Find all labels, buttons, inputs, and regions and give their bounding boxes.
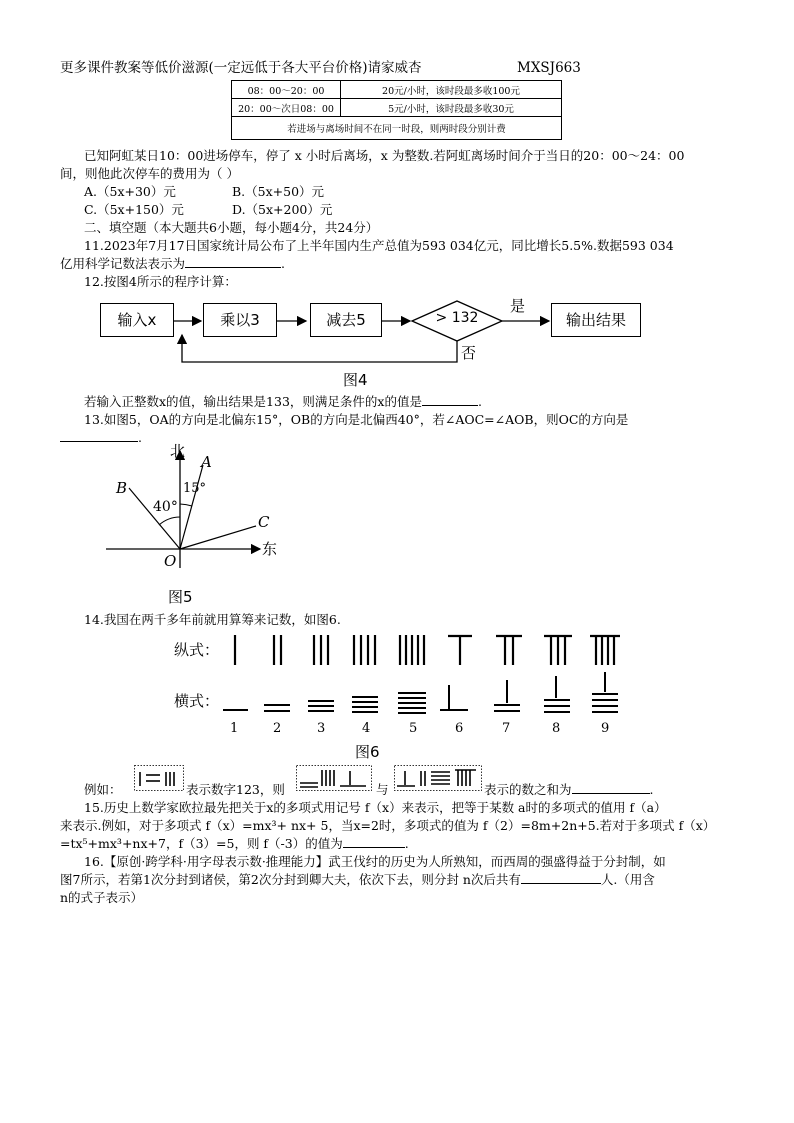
digit-label: 8: [552, 721, 561, 736]
q10-option-a: A.（5x+30）元: [84, 184, 176, 199]
digit-label: 4: [362, 721, 371, 736]
north-label: 北: [170, 442, 186, 460]
answer-blank: [422, 404, 478, 406]
figure4-caption: 图4: [343, 371, 368, 389]
answer-blank: [521, 882, 601, 884]
q13-line2-wrap: .: [60, 429, 142, 446]
digit-label: 5: [409, 721, 418, 736]
answer-blank: [572, 792, 650, 794]
q16-line2b: 人.（用含: [600, 872, 655, 887]
header-text: 更多课件教案等低价滋源(一定远低于各大平台价格)请家威杏: [60, 60, 422, 76]
angle-40-label: 40°: [153, 499, 178, 515]
digit-label: 7: [502, 721, 511, 736]
q16-line2-wrap: [60, 871, 655, 888]
table-cell: 20：00～次日08：00: [232, 99, 341, 117]
vertical-form-label: 纵式：: [174, 641, 220, 659]
q14-example-end-wrap: 表示的数之和为 .: [484, 782, 654, 797]
q12-text-wrap: 若输入正整数x的值，输出结果是133，则满足条件的x的值是 .: [84, 394, 482, 409]
digit-label: 6: [455, 721, 464, 736]
example-rods-b: [394, 765, 482, 791]
table-cell: 5元/小时，该时段最多收30元: [341, 99, 562, 117]
horizontal-rods: [223, 672, 618, 713]
vertical-rods: [235, 635, 620, 665]
output-box: 输出结果: [551, 303, 641, 337]
q11-line1: 11.2023年7月17日国家统计局公布了上半年国内生产总值为593 034亿元，同比增长5.5%.数据593 034: [84, 238, 674, 253]
digit-label: 2: [273, 721, 282, 736]
digit-label: 3: [317, 721, 326, 736]
table-row: [232, 99, 562, 117]
q14-example-prefix: 例如：: [84, 782, 122, 797]
q15-line3-wrap: =tx⁵+mx³+nx+7，f（3）=5，则 f（-3）的值为 .: [60, 836, 409, 851]
horizontal-form-label: 横式：: [174, 692, 220, 710]
point-a-label: A: [201, 453, 212, 471]
table-cell: 20元/小时，该时段最多收100元: [341, 81, 562, 99]
counting-rods: [220, 630, 640, 720]
q15-line3: =tx⁵+mx³+nx+7，f（3）=5，则 f（-3）的值为: [60, 836, 343, 851]
angle-15-label: 15°: [183, 481, 207, 496]
yes-label: 是: [510, 297, 526, 315]
q15-line1: 15.历史上数学家欧拉最先把关于x的多项式用记号 f（x）来表示，把等于某数 a时的多项式的值用 f（a）: [84, 800, 667, 815]
fee-table: [231, 80, 562, 140]
direction-diagram: [100, 440, 300, 580]
q11-line2: 亿用科学记数法表示为: [60, 256, 186, 271]
point-c-label: C: [258, 513, 270, 531]
q10-option-b: B.（5x+50）元: [232, 184, 325, 199]
example-rods-123: [134, 765, 184, 791]
table-cell: 08：00～20：00: [232, 81, 341, 99]
east-label: 东: [262, 540, 278, 558]
point-b-label: B: [116, 479, 128, 497]
q14-intro: 14.我国在两千多年前就用算筹来记数，如图6.: [84, 612, 341, 627]
header-code: MXSJ663: [517, 60, 581, 76]
example-rods-a: [296, 765, 372, 791]
subtract-5-box: 减去5: [310, 303, 382, 337]
digit-label: 9: [601, 721, 610, 736]
table-row: [232, 117, 562, 140]
figure6-caption: 图6: [355, 743, 380, 761]
decision-label: > 132: [435, 310, 479, 326]
q14-example-mid1: 表示数字123，则: [186, 782, 285, 797]
q10-option-d: D.（5x+200）元: [232, 202, 333, 217]
input-x-box: 输入x: [100, 303, 174, 337]
section-title: 二、填空题（本大题共6小题，每小题4分，共24分）: [84, 220, 379, 235]
q10-line1: 已知阿虹某日10：00进场停车，停了 x 小时后离场，x 为整数.若阿虹离场时间介于当日的20：00～24：00: [84, 148, 685, 163]
q14-example-end: 表示的数之和为: [484, 782, 572, 797]
q10-option-c: C.（5x+150）元: [84, 202, 184, 217]
q11-line2-wrap: 亿用科学记数法表示为 .: [60, 256, 285, 271]
q12-intro: 12.按图4所示的程序计算：: [84, 274, 237, 289]
digit-label: 1: [230, 721, 239, 736]
q12-text: 若输入正整数x的值，输出结果是133，则满足条件的x的值是: [84, 394, 422, 409]
q16-line1: 16.【原创·跨学科·用字母表示数·推理能力】武王伐纣的历史为人所熟知，而西周的强盛得益于分封制，如: [84, 854, 666, 869]
q13-line1: 13.如图5，OA的方向是北偏东15°，OB的方向是北偏西40°，若∠AOC=∠AOB，则OC的方向是: [84, 412, 629, 427]
origin-label: O: [164, 552, 177, 570]
figure5-caption: 图5: [168, 588, 193, 606]
answer-blank: [185, 266, 281, 268]
no-label: 否: [461, 344, 477, 362]
q10-line2: 间，则他此次停车的费用为（ ）: [60, 166, 239, 181]
q16-line3: n的式子表示）: [60, 890, 144, 905]
q14-example-mid2: 与: [376, 782, 389, 797]
table-note: 若进场与离场时间不在同一时段，则两时段分别计费: [232, 117, 562, 140]
table-row: [232, 81, 562, 99]
answer-blank: [343, 846, 405, 848]
multiply-3-box: 乘以3: [203, 303, 277, 337]
q16-line2a: 图7所示，若第1次分封到诸侯，第2次分封到卿大夫，依次下去，则分封 n次后共有: [60, 872, 521, 887]
q15-line2: 来表示.例如，对于多项式 f（x）=mx³+ nx+ 5，当x=2时，多项式的值为 f（2）=8m+2n+5.若对于多项式 f（x）: [60, 818, 716, 833]
